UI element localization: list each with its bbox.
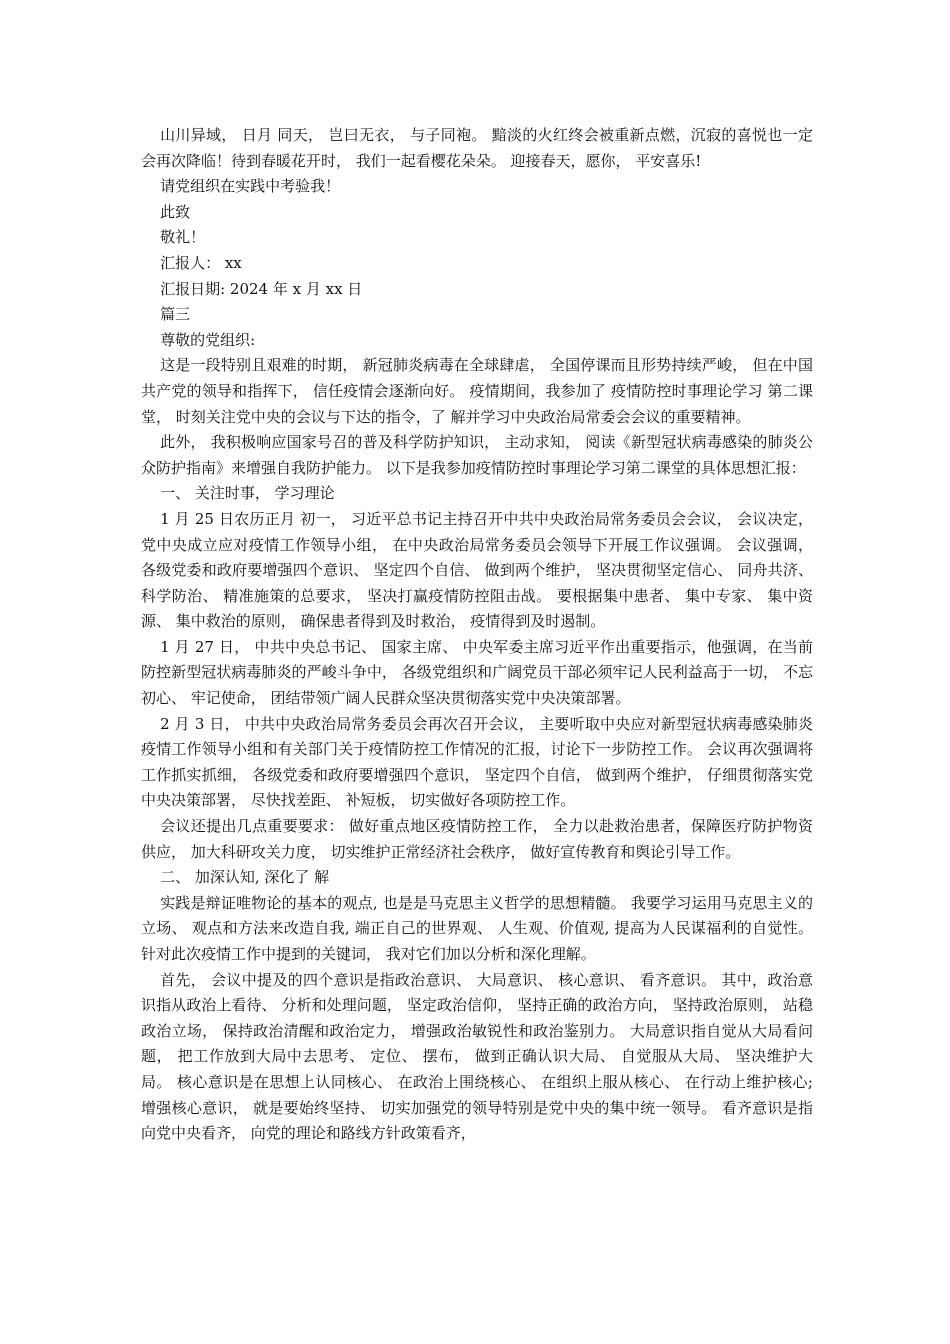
paragraph-four-consciousness: 首先， 会议中提及的四个意识是指政治意识、 大局意识、 核心意识、 看齐意识。 其中，政治意识指从政治上看待、 分析和处理问题， 坚定政治信仰， 坚持正确的政治方向， 坚持政治原则， 站稳政治立场， 保持政治清醒和政治定力， 增强政治敏锐性和政治鉴别力。 大局意识指自觉从大局看问题， 把工作放到大局中去思考、 定位、 摆布， 做到正确认识大局、 自觉服从大局、 坚决维护大局。 核心意识是在思想上认同核心、 在政治上围绕核心、 在组织上服从核心、 在行动上维护核心; 增强核心意识， 就是要始终坚持、 切实加强党的领导特别是党中央的集中统一领导。 看齐意识是指向党中央看齐， 向党的理论和路线方针政策看齐， — [141, 970, 813, 1143]
salutation-cizhi: 此致 — [160, 202, 191, 221]
paragraph-intro: 这是一段特别且艰难的时期， 新冠肺炎病毒在全球肆虐， 全国停课而且形势持续严峻， 但在中国共产党的领导和指挥下， 信任疫情会逐渐向好。 疫情期间，我参加了 疫情防控时事理论学习 第二课堂， 时刻关注党中央的会议与下达的指令，了 解并学习中央政治局常委会会议的重要精神。 — [141, 356, 813, 426]
paragraph-closing-poem: 山川异域， 日月 同天， 岂曰无衣， 与子同袍。 黯淡的火红终会被重新点燃，沉寂的喜悦也一定会再次降临！待到春暖花开时， 我们一起看樱花朵朵。 迎接春天，愿你， 平安喜乐! — [141, 126, 813, 170]
heading-section-two: 二、 加深认知, 深化了 解 — [160, 868, 330, 887]
report-date-line: 汇报日期: 2024 年 x 月 xx 日 — [160, 279, 363, 298]
paragraph-jan-25: 1 月 25 日农历正月 初一， 习近平总书记主持召开中共中央政治局常务委员会会议， 会议决定， 党中央成立应对疫情工作领导小组， 在中央政治局常务委员会领导下开展工作议强调。 会议强调， 各级党委和政府要增强四个意识、 坚定四个自信、 做到两个维护， 坚决贯彻坚定信心、 同舟共济、 科学防治、 精准施策的总要求， 坚决打赢疫情防控阻击战。 要根据集中患者、 集中专家、 集中资源、 集中救治的原则， 确保患者得到及时救治， 疫情得到及时遏制。 — [141, 509, 813, 631]
paragraph-furthermore: 此外， 我积极响应国家号召的普及科学防护知识， 主动求知， 阅读《新型冠状病毒感染的肺炎公众防护指南》来增强自我防护能力。 以下是我参加疫情防控时事理论学习第二课堂的具体思想汇报： — [141, 433, 813, 477]
paragraph-request: 请党组织在实践中考验我！ — [160, 177, 341, 196]
paragraph-jan-27: 1 月 27 日， 中共中央总书记、 国家主席、 中央军委主席习近平作出重要指示，他强调，在当前防控新型冠状病毒肺炎的严峻斗争中， 各级党组织和广阔党员干部必须牢记人民利益高于一切， 不忘初心、 牢记使命， 团结带领广阔人民群众坚决贯彻落实党中央决策部署。 — [141, 637, 813, 708]
greeting-line: 尊敬的党组织: — [160, 330, 256, 349]
reporter-line: 汇报人： xx — [160, 253, 242, 272]
paragraph-meeting-requirements: 会议还提出几点重要要求： 做好重点地区疫情防控工作， 全力以赴救治患者，保障医疗防护物资供应， 加大科研攻关力度， 切实维护正常经济社会秩序， 做好宣传教育和舆论引导工作。 — [141, 817, 813, 861]
section-heading-part-three: 篇三 — [160, 305, 191, 324]
salutation-jingli: 敬礼！ — [160, 228, 206, 247]
paragraph-feb-3: 2 月 3 日， 中共中央政治局常务委员会再次召开会议， 主要听取中央应对新型冠状病毒感染肺炎疫情工作领导小组和有关部门关于疫情防控工作情况的汇报，讨论下一步防控工作。 会议再次强调将工作抓实抓细， 各级党委和政府要增强四个意识， 坚定四个自信， 做到两个维护， 仔细贯彻落实党中央决策部署， 尽快找差距、 补短板， 切实做好各项防控工作。 — [141, 714, 813, 810]
heading-section-one: 一、 关注时事， 学习理论 — [160, 484, 335, 503]
document-body — [141, 123, 813, 1147]
paragraph-practice: 实践是辩证唯物论的基本的观点, 也是是马克思主义哲学的思想精髓。 我要学习运用马克思主义的立场、 观点和方法来改造自我, 端正自己的世界观、 人生观、价值观, 提高为人民谋福利的自觉性。 针对此次疫情工作中提到的关键词， 我对它们加以分析和深化理解。 — [141, 893, 813, 963]
